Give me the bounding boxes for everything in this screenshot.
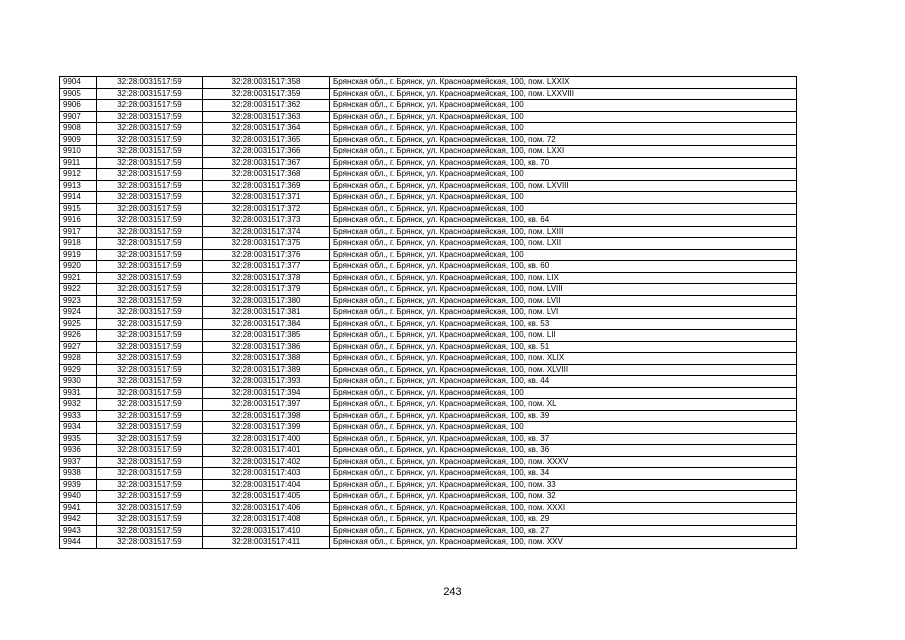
table-row xyxy=(60,157,797,169)
parent-cadastral-number-cell: 32:28:0031517:59 xyxy=(97,479,203,491)
address-cell: Брянская обл., г. Брянск, ул. Красноармейская, 100, кв. 34 xyxy=(330,468,797,480)
address-cell: Брянская обл., г. Брянск, ул. Красноармейская, 100, кв. 64 xyxy=(330,215,797,227)
address-cell: Брянская обл., г. Брянск, ул. Красноармейская, 100, пом. LVII xyxy=(330,295,797,307)
cadastral-number-cell: 32:28:0031517:398 xyxy=(203,410,330,422)
cadastral-number-cell: 32:28:0031517:359 xyxy=(203,88,330,100)
parent-cadastral-number-cell: 32:28:0031517:59 xyxy=(97,203,203,215)
parent-cadastral-number-cell: 32:28:0031517:59 xyxy=(97,525,203,537)
table-row xyxy=(60,261,797,273)
row-number-cell: 9919 xyxy=(60,249,97,261)
parent-cadastral-number-cell: 32:28:0031517:59 xyxy=(97,169,203,181)
parent-cadastral-number-cell: 32:28:0031517:59 xyxy=(97,364,203,376)
parent-cadastral-number-cell: 32:28:0031517:59 xyxy=(97,491,203,503)
cadastral-number-cell: 32:28:0031517:404 xyxy=(203,479,330,491)
parent-cadastral-number-cell: 32:28:0031517:59 xyxy=(97,387,203,399)
address-cell: Брянская обл., г. Брянск, ул. Красноармейская, 100 xyxy=(330,123,797,135)
parent-cadastral-number-cell: 32:28:0031517:59 xyxy=(97,399,203,411)
row-number-cell: 9916 xyxy=(60,215,97,227)
cadastral-number-cell: 32:28:0031517:379 xyxy=(203,284,330,296)
parent-cadastral-number-cell: 32:28:0031517:59 xyxy=(97,123,203,135)
parent-cadastral-number-cell: 32:28:0031517:59 xyxy=(97,261,203,273)
table-row xyxy=(60,215,797,227)
address-cell: Брянская обл., г. Брянск, ул. Красноармейская, 100 xyxy=(330,203,797,215)
cadastral-number-cell: 32:28:0031517:403 xyxy=(203,468,330,480)
row-number-cell: 9936 xyxy=(60,445,97,457)
row-number-cell: 9913 xyxy=(60,180,97,192)
parent-cadastral-number-cell: 32:28:0031517:59 xyxy=(97,422,203,434)
cadastral-number-cell: 32:28:0031517:399 xyxy=(203,422,330,434)
parent-cadastral-number-cell: 32:28:0031517:59 xyxy=(97,341,203,353)
parent-cadastral-number-cell: 32:28:0031517:59 xyxy=(97,88,203,100)
table-row xyxy=(60,422,797,434)
cadastral-number-cell: 32:28:0031517:375 xyxy=(203,238,330,250)
row-number-cell: 9926 xyxy=(60,330,97,342)
row-number-cell: 9942 xyxy=(60,514,97,526)
cadastral-number-cell: 32:28:0031517:411 xyxy=(203,537,330,549)
row-number-cell: 9929 xyxy=(60,364,97,376)
address-cell: Брянская обл., г. Брянск, ул. Красноармейская, 100, пом. LXIII xyxy=(330,226,797,238)
row-number-cell: 9909 xyxy=(60,134,97,146)
cadastral-number-cell: 32:28:0031517:366 xyxy=(203,146,330,158)
address-cell: Брянская обл., г. Брянск, ул. Красноармейская, 100, пом. XXV xyxy=(330,537,797,549)
parent-cadastral-number-cell: 32:28:0031517:59 xyxy=(97,180,203,192)
parent-cadastral-number-cell: 32:28:0031517:59 xyxy=(97,318,203,330)
parent-cadastral-number-cell: 32:28:0031517:59 xyxy=(97,468,203,480)
address-cell: Брянская обл., г. Брянск, ул. Красноармейская, 100, пом. LII xyxy=(330,330,797,342)
parent-cadastral-number-cell: 32:28:0031517:59 xyxy=(97,330,203,342)
cadastral-number-cell: 32:28:0031517:408 xyxy=(203,514,330,526)
address-cell: Брянская обл., г. Брянск, ул. Красноармейская, 100, кв. 27 xyxy=(330,525,797,537)
row-number-cell: 9921 xyxy=(60,272,97,284)
parent-cadastral-number-cell: 32:28:0031517:59 xyxy=(97,111,203,123)
cadastral-number-cell: 32:28:0031517:380 xyxy=(203,295,330,307)
address-cell: Брянская обл., г. Брянск, ул. Красноармейская, 100, кв. 29 xyxy=(330,514,797,526)
row-number-cell: 9944 xyxy=(60,537,97,549)
cadastral-number-cell: 32:28:0031517:362 xyxy=(203,100,330,112)
parent-cadastral-number-cell: 32:28:0031517:59 xyxy=(97,226,203,238)
address-cell: Брянская обл., г. Брянск, ул. Красноармейская, 100, кв. 39 xyxy=(330,410,797,422)
parent-cadastral-number-cell: 32:28:0031517:59 xyxy=(97,307,203,319)
address-cell: Брянская обл., г. Брянск, ул. Красноармейская, 100 xyxy=(330,387,797,399)
cadastral-number-cell: 32:28:0031517:389 xyxy=(203,364,330,376)
row-number-cell: 9918 xyxy=(60,238,97,250)
parent-cadastral-number-cell: 32:28:0031517:59 xyxy=(97,456,203,468)
cadastral-number-cell: 32:28:0031517:376 xyxy=(203,249,330,261)
row-number-cell: 9937 xyxy=(60,456,97,468)
cadastral-number-cell: 32:28:0031517:372 xyxy=(203,203,330,215)
parent-cadastral-number-cell: 32:28:0031517:59 xyxy=(97,77,203,89)
address-cell: Брянская обл., г. Брянск, ул. Красноармейская, 100, пом. LIX xyxy=(330,272,797,284)
row-number-cell: 9908 xyxy=(60,123,97,135)
address-cell: Брянская обл., г. Брянск, ул. Красноармейская, 100, кв. 37 xyxy=(330,433,797,445)
parent-cadastral-number-cell: 32:28:0031517:59 xyxy=(97,192,203,204)
table-row xyxy=(60,445,797,457)
row-number-cell: 9915 xyxy=(60,203,97,215)
row-number-cell: 9906 xyxy=(60,100,97,112)
row-number-cell: 9910 xyxy=(60,146,97,158)
parent-cadastral-number-cell: 32:28:0031517:59 xyxy=(97,295,203,307)
parent-cadastral-number-cell: 32:28:0031517:59 xyxy=(97,134,203,146)
table-row xyxy=(60,180,797,192)
cadastral-number-cell: 32:28:0031517:358 xyxy=(203,77,330,89)
address-cell: Брянская обл., г. Брянск, ул. Красноармейская, 100, пом. LVIII xyxy=(330,284,797,296)
row-number-cell: 9934 xyxy=(60,422,97,434)
parent-cadastral-number-cell: 32:28:0031517:59 xyxy=(97,100,203,112)
address-cell: Брянская обл., г. Брянск, ул. Красноармейская, 100, пом. XXXV xyxy=(330,456,797,468)
table-row xyxy=(60,238,797,250)
table-row xyxy=(60,88,797,100)
row-number-cell: 9923 xyxy=(60,295,97,307)
row-number-cell: 9907 xyxy=(60,111,97,123)
cadastral-number-cell: 32:28:0031517:402 xyxy=(203,456,330,468)
row-number-cell: 9912 xyxy=(60,169,97,181)
table-row xyxy=(60,514,797,526)
table-row xyxy=(60,123,797,135)
table-row xyxy=(60,410,797,422)
registry-table-body xyxy=(60,77,797,549)
row-number-cell: 9914 xyxy=(60,192,97,204)
parent-cadastral-number-cell: 32:28:0031517:59 xyxy=(97,353,203,365)
table-row xyxy=(60,468,797,480)
parent-cadastral-number-cell: 32:28:0031517:59 xyxy=(97,215,203,227)
address-cell: Брянская обл., г. Брянск, ул. Красноармейская, 100 xyxy=(330,422,797,434)
table-row xyxy=(60,456,797,468)
parent-cadastral-number-cell: 32:28:0031517:59 xyxy=(97,284,203,296)
cadastral-number-cell: 32:28:0031517:400 xyxy=(203,433,330,445)
table-row xyxy=(60,376,797,388)
parent-cadastral-number-cell: 32:28:0031517:59 xyxy=(97,514,203,526)
row-number-cell: 9928 xyxy=(60,353,97,365)
address-cell: Брянская обл., г. Брянск, ул. Красноармейская, 100, пом. LXXI xyxy=(330,146,797,158)
parent-cadastral-number-cell: 32:28:0031517:59 xyxy=(97,502,203,514)
table-row xyxy=(60,479,797,491)
address-cell: Брянская обл., г. Брянск, ул. Красноармейская, 100, пом. LXII xyxy=(330,238,797,250)
table-row xyxy=(60,502,797,514)
cadastral-number-cell: 32:28:0031517:410 xyxy=(203,525,330,537)
address-cell: Брянская обл., г. Брянск, ул. Красноармейская, 100, пом. 32 xyxy=(330,491,797,503)
address-cell: Брянская обл., г. Брянск, ул. Красноармейская, 100, пом. LVI xyxy=(330,307,797,319)
table-row xyxy=(60,295,797,307)
table-row xyxy=(60,111,797,123)
row-number-cell: 9922 xyxy=(60,284,97,296)
parent-cadastral-number-cell: 32:28:0031517:59 xyxy=(97,537,203,549)
cadastral-number-cell: 32:28:0031517:364 xyxy=(203,123,330,135)
parent-cadastral-number-cell: 32:28:0031517:59 xyxy=(97,445,203,457)
row-number-cell: 9905 xyxy=(60,88,97,100)
address-cell: Брянская обл., г. Брянск, ул. Красноармейская, 100, пом. 72 xyxy=(330,134,797,146)
cadastral-number-cell: 32:28:0031517:384 xyxy=(203,318,330,330)
table-row xyxy=(60,77,797,89)
address-cell: Брянская обл., г. Брянск, ул. Красноармейская, 100, пом. XLVIII xyxy=(330,364,797,376)
cadastral-number-cell: 32:28:0031517:373 xyxy=(203,215,330,227)
row-number-cell: 9930 xyxy=(60,376,97,388)
address-cell: Брянская обл., г. Брянск, ул. Красноармейская, 100 xyxy=(330,192,797,204)
cadastral-number-cell: 32:28:0031517:393 xyxy=(203,376,330,388)
table-row xyxy=(60,364,797,376)
table-row xyxy=(60,387,797,399)
cadastral-number-cell: 32:28:0031517:371 xyxy=(203,192,330,204)
row-number-cell: 9904 xyxy=(60,77,97,89)
row-number-cell: 9941 xyxy=(60,502,97,514)
table-row xyxy=(60,318,797,330)
address-cell: Брянская обл., г. Брянск, ул. Красноармейская, 100, кв. 36 xyxy=(330,445,797,457)
cadastral-number-cell: 32:28:0031517:394 xyxy=(203,387,330,399)
address-cell: Брянская обл., г. Брянск, ул. Красноармейская, 100 xyxy=(330,111,797,123)
cadastral-number-cell: 32:28:0031517:397 xyxy=(203,399,330,411)
table-row xyxy=(60,330,797,342)
cadastral-number-cell: 32:28:0031517:405 xyxy=(203,491,330,503)
table-row xyxy=(60,192,797,204)
cadastral-number-cell: 32:28:0031517:406 xyxy=(203,502,330,514)
cadastral-number-cell: 32:28:0031517:385 xyxy=(203,330,330,342)
cadastral-number-cell: 32:28:0031517:369 xyxy=(203,180,330,192)
cadastral-number-cell: 32:28:0031517:401 xyxy=(203,445,330,457)
table-row xyxy=(60,100,797,112)
cadastral-number-cell: 32:28:0031517:388 xyxy=(203,353,330,365)
parent-cadastral-number-cell: 32:28:0031517:59 xyxy=(97,146,203,158)
address-cell: Брянская обл., г. Брянск, ул. Красноармейская, 100, пом. LXXIX xyxy=(330,77,797,89)
table-row xyxy=(60,249,797,261)
row-number-cell: 9925 xyxy=(60,318,97,330)
parent-cadastral-number-cell: 32:28:0031517:59 xyxy=(97,376,203,388)
cadastral-number-cell: 32:28:0031517:386 xyxy=(203,341,330,353)
row-number-cell: 9933 xyxy=(60,410,97,422)
table-row xyxy=(60,226,797,238)
table-row xyxy=(60,537,797,549)
parent-cadastral-number-cell: 32:28:0031517:59 xyxy=(97,238,203,250)
page-number: 243 xyxy=(443,586,462,598)
table-row xyxy=(60,341,797,353)
row-number-cell: 9943 xyxy=(60,525,97,537)
address-cell: Брянская обл., г. Брянск, ул. Красноармейская, 100, пом. LXVIII xyxy=(330,180,797,192)
address-cell: Брянская обл., г. Брянск, ул. Красноармейская, 100, пом. 33 xyxy=(330,479,797,491)
parent-cadastral-number-cell: 32:28:0031517:59 xyxy=(97,157,203,169)
address-cell: Брянская обл., г. Брянск, ул. Красноармейская, 100 xyxy=(330,100,797,112)
row-number-cell: 9935 xyxy=(60,433,97,445)
table-row xyxy=(60,399,797,411)
table-row xyxy=(60,272,797,284)
row-number-cell: 9938 xyxy=(60,468,97,480)
address-cell: Брянская обл., г. Брянск, ул. Красноармейская, 100, кв. 53 xyxy=(330,318,797,330)
address-cell: Брянская обл., г. Брянск, ул. Красноармейская, 100, пом. XL xyxy=(330,399,797,411)
address-cell: Брянская обл., г. Брянск, ул. Красноармейская, 100 xyxy=(330,249,797,261)
table-row xyxy=(60,134,797,146)
table-row xyxy=(60,525,797,537)
row-number-cell: 9920 xyxy=(60,261,97,273)
row-number-cell: 9939 xyxy=(60,479,97,491)
table-row xyxy=(60,433,797,445)
table-row xyxy=(60,169,797,181)
address-cell: Брянская обл., г. Брянск, ул. Красноармейская, 100 xyxy=(330,169,797,181)
parent-cadastral-number-cell: 32:28:0031517:59 xyxy=(97,249,203,261)
cadastral-number-cell: 32:28:0031517:363 xyxy=(203,111,330,123)
address-cell: Брянская обл., г. Брянск, ул. Красноармейская, 100, кв. 51 xyxy=(330,341,797,353)
address-cell: Брянская обл., г. Брянск, ул. Красноармейская, 100, пом. XXXI xyxy=(330,502,797,514)
table-row xyxy=(60,307,797,319)
parent-cadastral-number-cell: 32:28:0031517:59 xyxy=(97,433,203,445)
address-cell: Брянская обл., г. Брянск, ул. Красноармейская, 100, пом. XLIX xyxy=(330,353,797,365)
row-number-cell: 9940 xyxy=(60,491,97,503)
cadastral-number-cell: 32:28:0031517:378 xyxy=(203,272,330,284)
parent-cadastral-number-cell: 32:28:0031517:59 xyxy=(97,272,203,284)
address-cell: Брянская обл., г. Брянск, ул. Красноармейская, 100, кв. 44 xyxy=(330,376,797,388)
table-row xyxy=(60,284,797,296)
address-cell: Брянская обл., г. Брянск, ул. Красноармейская, 100, пом. LXXVIII xyxy=(330,88,797,100)
table-row xyxy=(60,203,797,215)
row-number-cell: 9911 xyxy=(60,157,97,169)
cadastral-number-cell: 32:28:0031517:377 xyxy=(203,261,330,273)
row-number-cell: 9917 xyxy=(60,226,97,238)
address-cell: Брянская обл., г. Брянск, ул. Красноармейская, 100, кв. 70 xyxy=(330,157,797,169)
cadastral-number-cell: 32:28:0031517:368 xyxy=(203,169,330,181)
cadastral-number-cell: 32:28:0031517:365 xyxy=(203,134,330,146)
row-number-cell: 9931 xyxy=(60,387,97,399)
row-number-cell: 9924 xyxy=(60,307,97,319)
parent-cadastral-number-cell: 32:28:0031517:59 xyxy=(97,410,203,422)
row-number-cell: 9927 xyxy=(60,341,97,353)
cadastral-number-cell: 32:28:0031517:367 xyxy=(203,157,330,169)
table-row xyxy=(60,491,797,503)
registry-table xyxy=(59,76,797,549)
cadastral-number-cell: 32:28:0031517:374 xyxy=(203,226,330,238)
cadastral-number-cell: 32:28:0031517:381 xyxy=(203,307,330,319)
address-cell: Брянская обл., г. Брянск, ул. Красноармейская, 100, кв. 60 xyxy=(330,261,797,273)
row-number-cell: 9932 xyxy=(60,399,97,411)
table-row xyxy=(60,353,797,365)
table-row xyxy=(60,146,797,158)
